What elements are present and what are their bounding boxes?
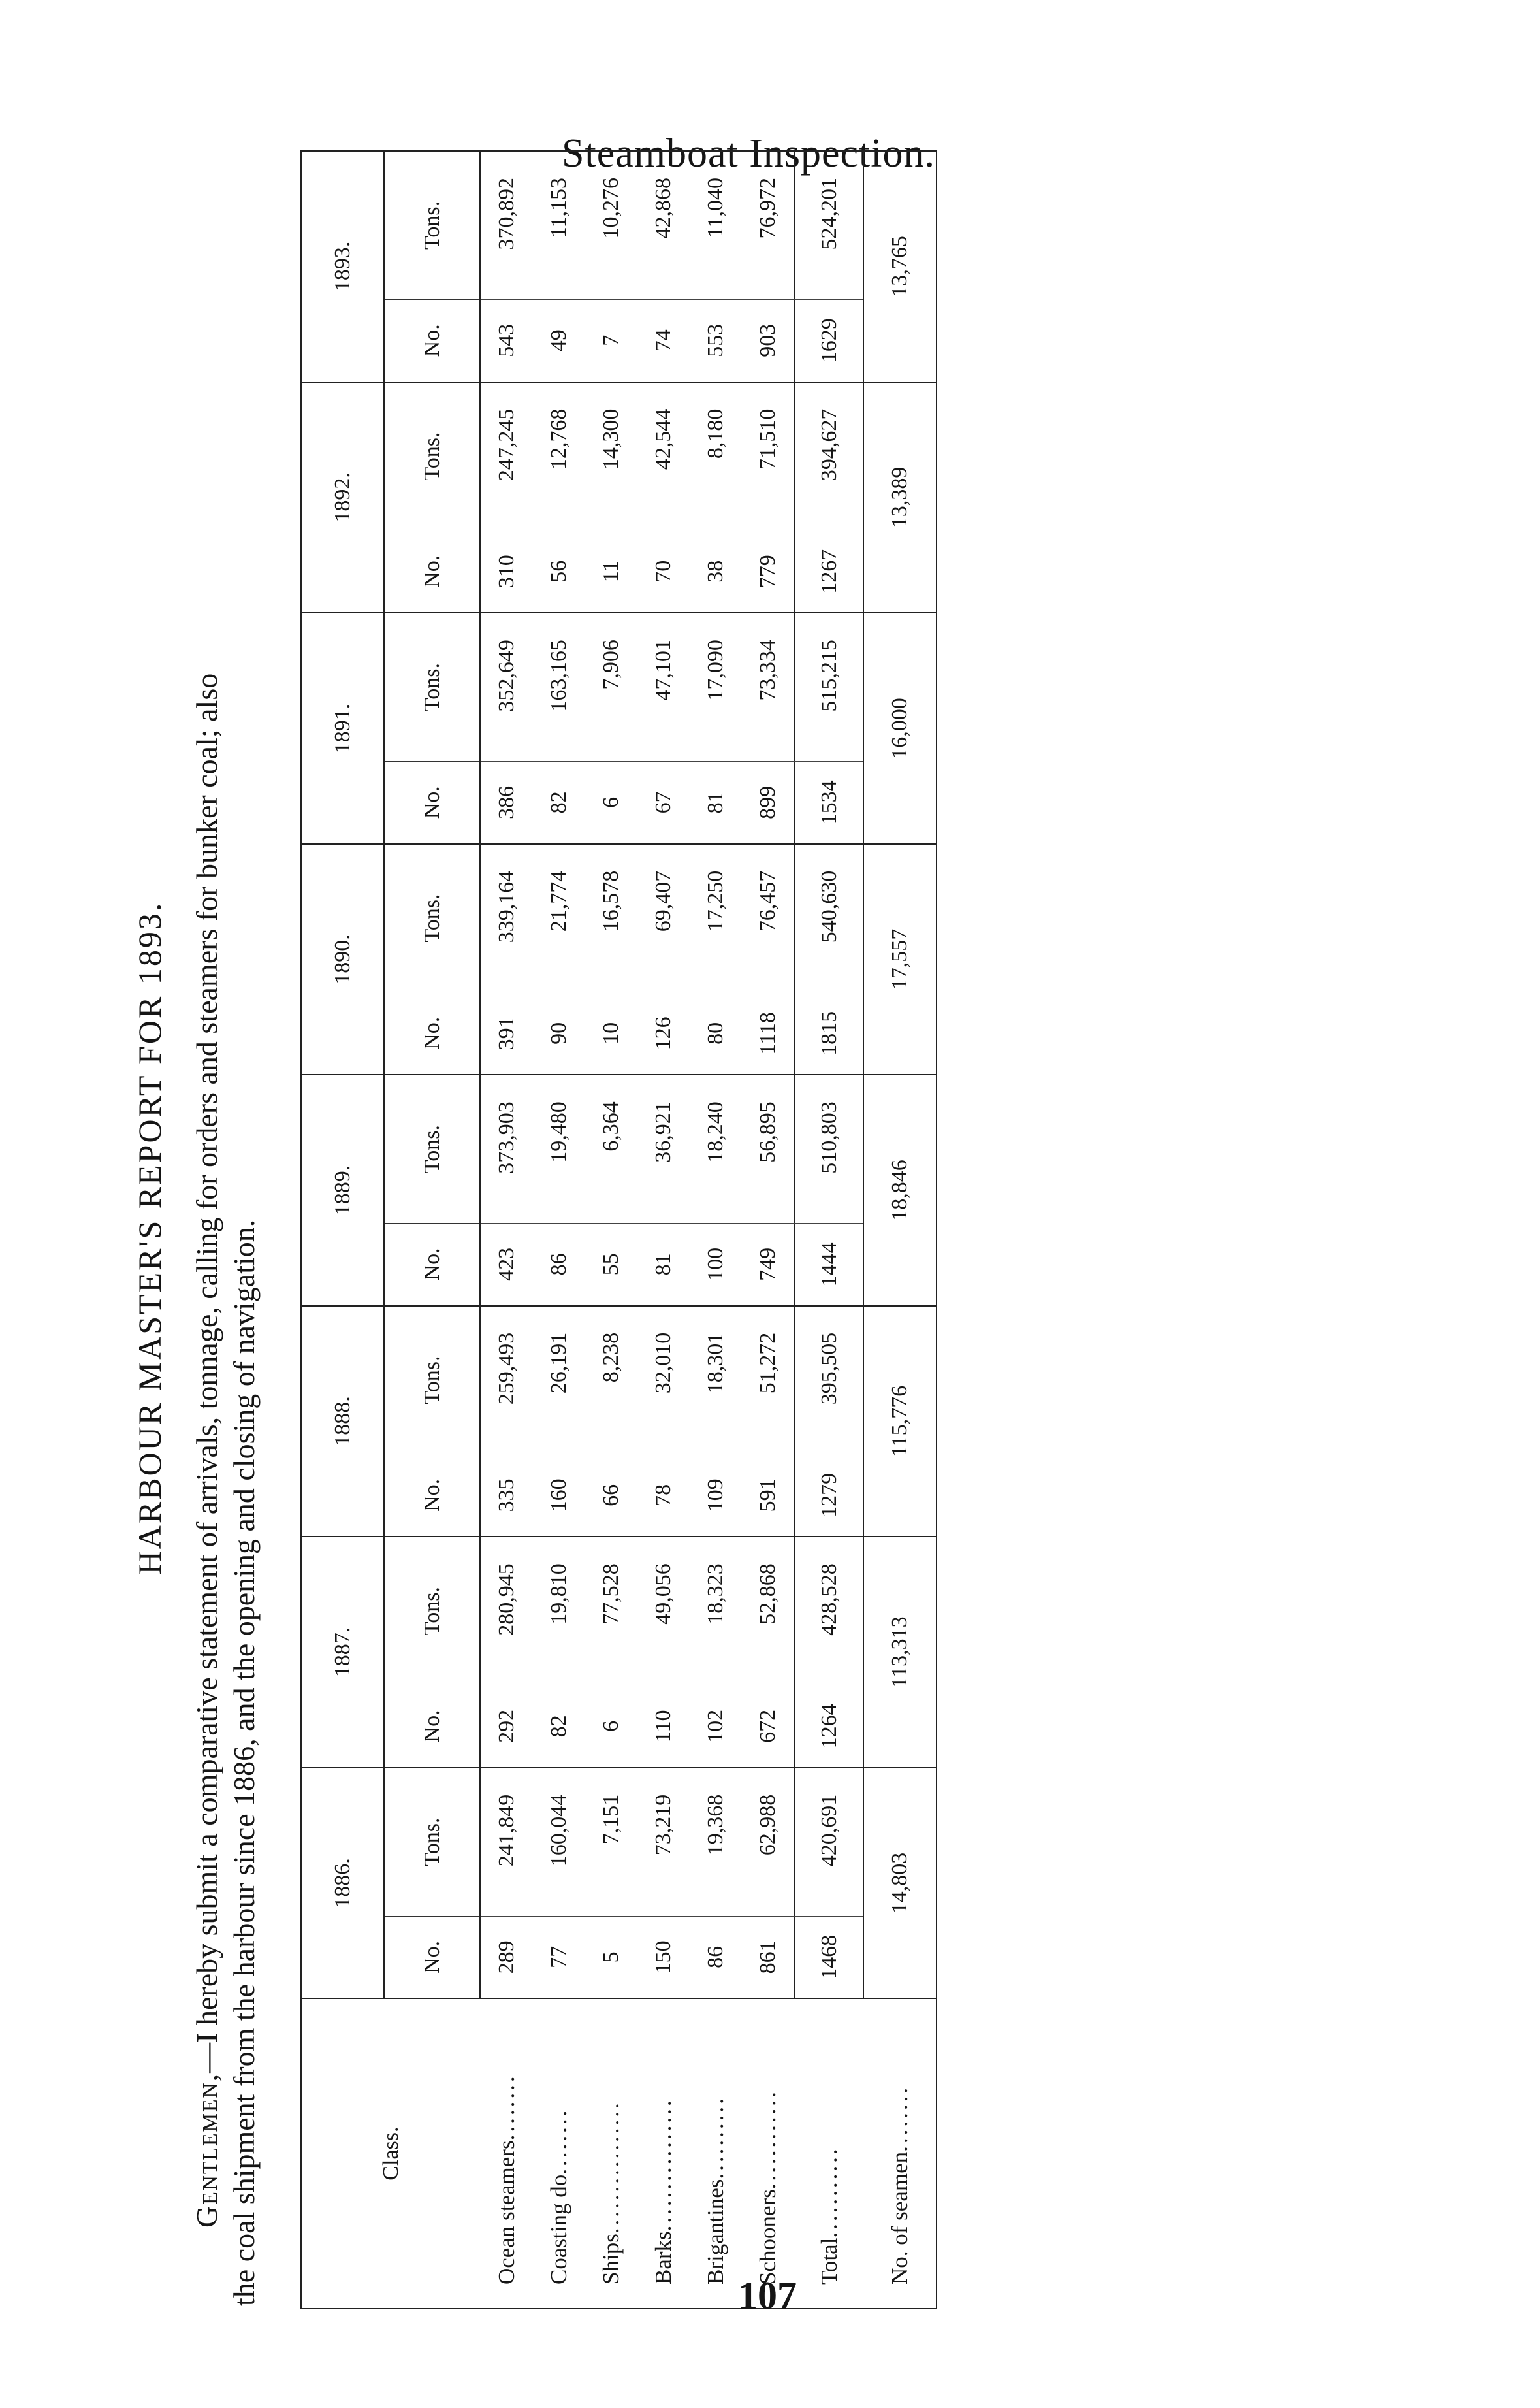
count-cell: 1118: [742, 992, 795, 1075]
rotated-report: [118, 150, 1104, 2326]
row-label-class-3: [637, 1998, 690, 2309]
tonnage-cell: 42,868: [637, 151, 690, 299]
tonnage-cell: 73,219: [637, 1768, 690, 1916]
tons-column-header: Tons.: [384, 1768, 480, 1916]
tonnage-cell: 510,803: [795, 1075, 864, 1223]
row-label-text: Total: [816, 2237, 842, 2285]
count-cell: 7: [585, 299, 637, 382]
count-cell: 391: [480, 992, 533, 1075]
intro-line-1: [188, 150, 225, 2306]
count-cell: 672: [742, 1685, 795, 1768]
count-cell: 1629: [795, 299, 864, 382]
dot-leader: ........: [546, 2107, 571, 2175]
count-cell: 74: [637, 299, 690, 382]
row-label-text: Barks: [650, 2231, 676, 2285]
dot-leader: ........: [493, 2074, 519, 2141]
tonnage-cell: 56,895: [742, 1075, 795, 1223]
tonnage-cell: 18,240: [690, 1075, 742, 1223]
tonnage-cell: 163,165: [533, 613, 585, 761]
count-cell: 82: [533, 761, 585, 843]
tonnage-cell: 17,250: [690, 844, 742, 992]
running-head: Steamboat Inspection.: [562, 131, 935, 176]
count-cell: 160: [533, 1454, 585, 1537]
no-column-header: No.: [384, 1916, 480, 1998]
tonnage-cell: 11,040: [690, 151, 742, 299]
seamen-count-cell: 13,765: [864, 151, 937, 382]
tonnage-cell: 11,153: [533, 151, 585, 299]
count-cell: 109: [690, 1454, 742, 1537]
row-label-text: Brigantines: [703, 2179, 728, 2285]
class-column-header: Class.: [301, 1998, 480, 2309]
tonnage-cell: 247,245: [480, 382, 533, 530]
tons-column-header: Tons.: [384, 613, 480, 761]
tonnage-cell: 394,627: [795, 382, 864, 530]
tonnage-cell: 373,903: [480, 1075, 533, 1223]
count-cell: 543: [480, 299, 533, 382]
tons-column-header: Tons.: [384, 1075, 480, 1223]
report-title: HARBOUR MASTER'S REPORT FOR 1893.: [131, 901, 168, 1575]
table-row: [690, 151, 742, 2309]
row-label-class-2: [585, 1998, 637, 2309]
no-column-header: No.: [384, 761, 480, 843]
tonnage-cell: 76,972: [742, 151, 795, 299]
tonnage-cell: 26,191: [533, 1306, 585, 1454]
tonnage-cell: 32,010: [637, 1306, 690, 1454]
count-cell: 55: [585, 1223, 637, 1305]
tonnage-cell: 428,528: [795, 1537, 864, 1685]
table-row: [585, 151, 637, 2309]
tonnage-cell: 69,407: [637, 844, 690, 992]
intro-paragraph: [188, 150, 263, 2306]
no-column-header: No.: [384, 1685, 480, 1768]
year-header: 1892.: [301, 382, 384, 613]
table-row: [533, 151, 585, 2309]
tonnage-cell: 12,768: [533, 382, 585, 530]
count-cell: 1468: [795, 1916, 864, 1998]
dot-leader: ...........: [816, 2146, 842, 2238]
tons-column-header: Tons.: [384, 1306, 480, 1454]
tonnage-cell: 515,215: [795, 613, 864, 761]
tonnage-cell: 42,544: [637, 382, 690, 530]
count-cell: 335: [480, 1454, 533, 1537]
no-column-header: No.: [384, 530, 480, 613]
count-cell: 80: [690, 992, 742, 1075]
seamen-count-cell: 17,557: [864, 844, 937, 1075]
tonnage-cell: 19,368: [690, 1768, 742, 1916]
count-cell: 81: [690, 761, 742, 843]
tonnage-cell: 76,457: [742, 844, 795, 992]
year-header: 1888.: [301, 1306, 384, 1537]
count-cell: 1279: [795, 1454, 864, 1537]
seamen-row: [864, 151, 937, 2309]
count-cell: 10: [585, 992, 637, 1075]
arrivals-table-wrap: [300, 150, 1084, 2309]
row-label-total: [795, 1998, 864, 2309]
count-cell: 1444: [795, 1223, 864, 1305]
tonnage-cell: 7,906: [585, 613, 637, 761]
dot-leader: ................: [598, 2100, 624, 2234]
count-cell: 110: [637, 1685, 690, 1768]
no-column-header: No.: [384, 1223, 480, 1305]
row-label-class-1: [533, 1998, 585, 2309]
count-cell: 77: [533, 1916, 585, 1998]
count-cell: 1267: [795, 530, 864, 613]
count-cell: 6: [585, 761, 637, 843]
year-header: 1886.: [301, 1768, 384, 1999]
tonnage-cell: 14,300: [585, 382, 637, 530]
arrivals-table: [300, 150, 937, 2309]
count-cell: 100: [690, 1223, 742, 1305]
tonnage-cell: 71,510: [742, 382, 795, 530]
count-cell: 310: [480, 530, 533, 613]
row-label-class-0: [480, 1998, 533, 2309]
count-cell: 126: [637, 992, 690, 1075]
tonnage-cell: 540,630: [795, 844, 864, 992]
count-cell: 11: [585, 530, 637, 613]
count-cell: 1815: [795, 992, 864, 1075]
count-cell: 38: [690, 530, 742, 613]
table-row: [742, 151, 795, 2309]
count-cell: 899: [742, 761, 795, 843]
tonnage-cell: 8,238: [585, 1306, 637, 1454]
dot-leader: ........: [886, 2085, 912, 2152]
seamen-count-cell: 113,313: [864, 1537, 937, 1768]
tons-column-header: Tons.: [384, 844, 480, 992]
tonnage-cell: 51,272: [742, 1306, 795, 1454]
count-cell: 1264: [795, 1685, 864, 1768]
count-cell: 102: [690, 1685, 742, 1768]
count-cell: 81: [637, 1223, 690, 1305]
count-cell: 150: [637, 1916, 690, 1998]
row-label-class-4: [690, 1998, 742, 2309]
row-label-text: Ships: [598, 2234, 624, 2285]
row-label-text: No. of seamen: [886, 2151, 912, 2285]
tonnage-cell: 8,180: [690, 382, 742, 530]
table-row: [795, 151, 864, 2309]
year-header: 1887.: [301, 1537, 384, 1768]
table-row: [480, 151, 533, 2309]
count-cell: 5: [585, 1916, 637, 1998]
tonnage-cell: 7,151: [585, 1768, 637, 1916]
intro-line-2: the coal shipment from the harbour since 1886, and the opening and closing of navigation.: [227, 1219, 261, 2306]
count-cell: 386: [480, 761, 533, 843]
tons-column-header: Tons.: [384, 1537, 480, 1685]
tonnage-cell: 17,090: [690, 613, 742, 761]
tonnage-cell: 352,649: [480, 613, 533, 761]
year-header: 1893.: [301, 151, 384, 382]
tonnage-cell: 18,301: [690, 1306, 742, 1454]
table-row: [637, 151, 690, 2309]
row-label-seamen: [864, 1998, 937, 2309]
tonnage-cell: 36,921: [637, 1075, 690, 1223]
count-cell: 49: [533, 299, 585, 382]
tonnage-cell: 21,774: [533, 844, 585, 992]
year-header: 1890.: [301, 844, 384, 1075]
tonnage-cell: 62,988: [742, 1768, 795, 1916]
row-label-class-5: [742, 1998, 795, 2309]
row-label-text: Schooners: [755, 2189, 781, 2285]
tonnage-cell: 339,164: [480, 844, 533, 992]
row-label-text: Ocean steamers: [493, 2140, 519, 2285]
tonnage-cell: 77,528: [585, 1537, 637, 1685]
tonnage-cell: 16,578: [585, 844, 637, 992]
tonnage-cell: 19,810: [533, 1537, 585, 1685]
count-cell: 779: [742, 530, 795, 613]
tonnage-cell: 73,334: [742, 613, 795, 761]
count-cell: 1534: [795, 761, 864, 843]
count-cell: 423: [480, 1223, 533, 1305]
dot-leader: ............: [755, 2089, 781, 2190]
count-cell: 86: [690, 1916, 742, 1998]
tonnage-cell: 19,480: [533, 1075, 585, 1223]
tonnage-cell: 18,323: [690, 1537, 742, 1685]
tonnage-cell: 280,945: [480, 1537, 533, 1685]
count-cell: 6: [585, 1685, 637, 1768]
sub-header-row: [384, 151, 480, 2309]
no-column-header: No.: [384, 299, 480, 382]
count-cell: 289: [480, 1916, 533, 1998]
count-cell: 56: [533, 530, 585, 613]
tonnage-cell: 241,849: [480, 1768, 533, 1916]
count-cell: 292: [480, 1685, 533, 1768]
dot-leader: ..........: [703, 2096, 728, 2179]
count-cell: 67: [637, 761, 690, 843]
count-cell: 861: [742, 1916, 795, 1998]
tonnage-cell: 49,056: [637, 1537, 690, 1685]
year-header: 1889.: [301, 1075, 384, 1306]
table-body: [480, 151, 937, 2309]
seamen-count-cell: 16,000: [864, 613, 937, 844]
tonnage-cell: 370,892: [480, 151, 533, 299]
tonnage-cell: 52,868: [742, 1537, 795, 1685]
tonnage-cell: 420,691: [795, 1768, 864, 1916]
dot-leader: ................: [650, 2098, 676, 2232]
count-cell: 86: [533, 1223, 585, 1305]
tonnage-cell: 259,493: [480, 1306, 533, 1454]
seamen-count-cell: 115,776: [864, 1306, 937, 1537]
tonnage-cell: 395,505: [795, 1306, 864, 1454]
count-cell: 66: [585, 1454, 637, 1537]
tonnage-cell: 524,201: [795, 151, 864, 299]
count-cell: 749: [742, 1223, 795, 1305]
tonnage-cell: 10,276: [585, 151, 637, 299]
tonnage-cell: 6,364: [585, 1075, 637, 1223]
tons-column-header: Tons.: [384, 382, 480, 530]
seamen-count-cell: 13,389: [864, 382, 937, 613]
intro-line-1-text: —I hereby submit a comparative statement of arrivals, tonnage, calling for orders and steamers for bunker coal; also: [190, 673, 223, 2073]
count-cell: 90: [533, 992, 585, 1075]
count-cell: 903: [742, 299, 795, 382]
salutation: Gentlemen,: [190, 2072, 223, 2228]
count-cell: 82: [533, 1685, 585, 1768]
count-cell: 78: [637, 1454, 690, 1537]
row-label-text: Coasting do: [546, 2174, 571, 2285]
year-header: 1891.: [301, 613, 384, 844]
count-cell: 553: [690, 299, 742, 382]
no-column-header: No.: [384, 1454, 480, 1537]
tons-column-header: Tons.: [384, 151, 480, 299]
tonnage-cell: 160,044: [533, 1768, 585, 1916]
page-number: 107: [738, 2274, 797, 2317]
count-cell: 70: [637, 530, 690, 613]
count-cell: 591: [742, 1454, 795, 1537]
seamen-count-cell: 14,803: [864, 1768, 937, 1999]
seamen-count-cell: 18,846: [864, 1075, 937, 1306]
tonnage-cell: 47,101: [637, 613, 690, 761]
no-column-header: No.: [384, 992, 480, 1075]
